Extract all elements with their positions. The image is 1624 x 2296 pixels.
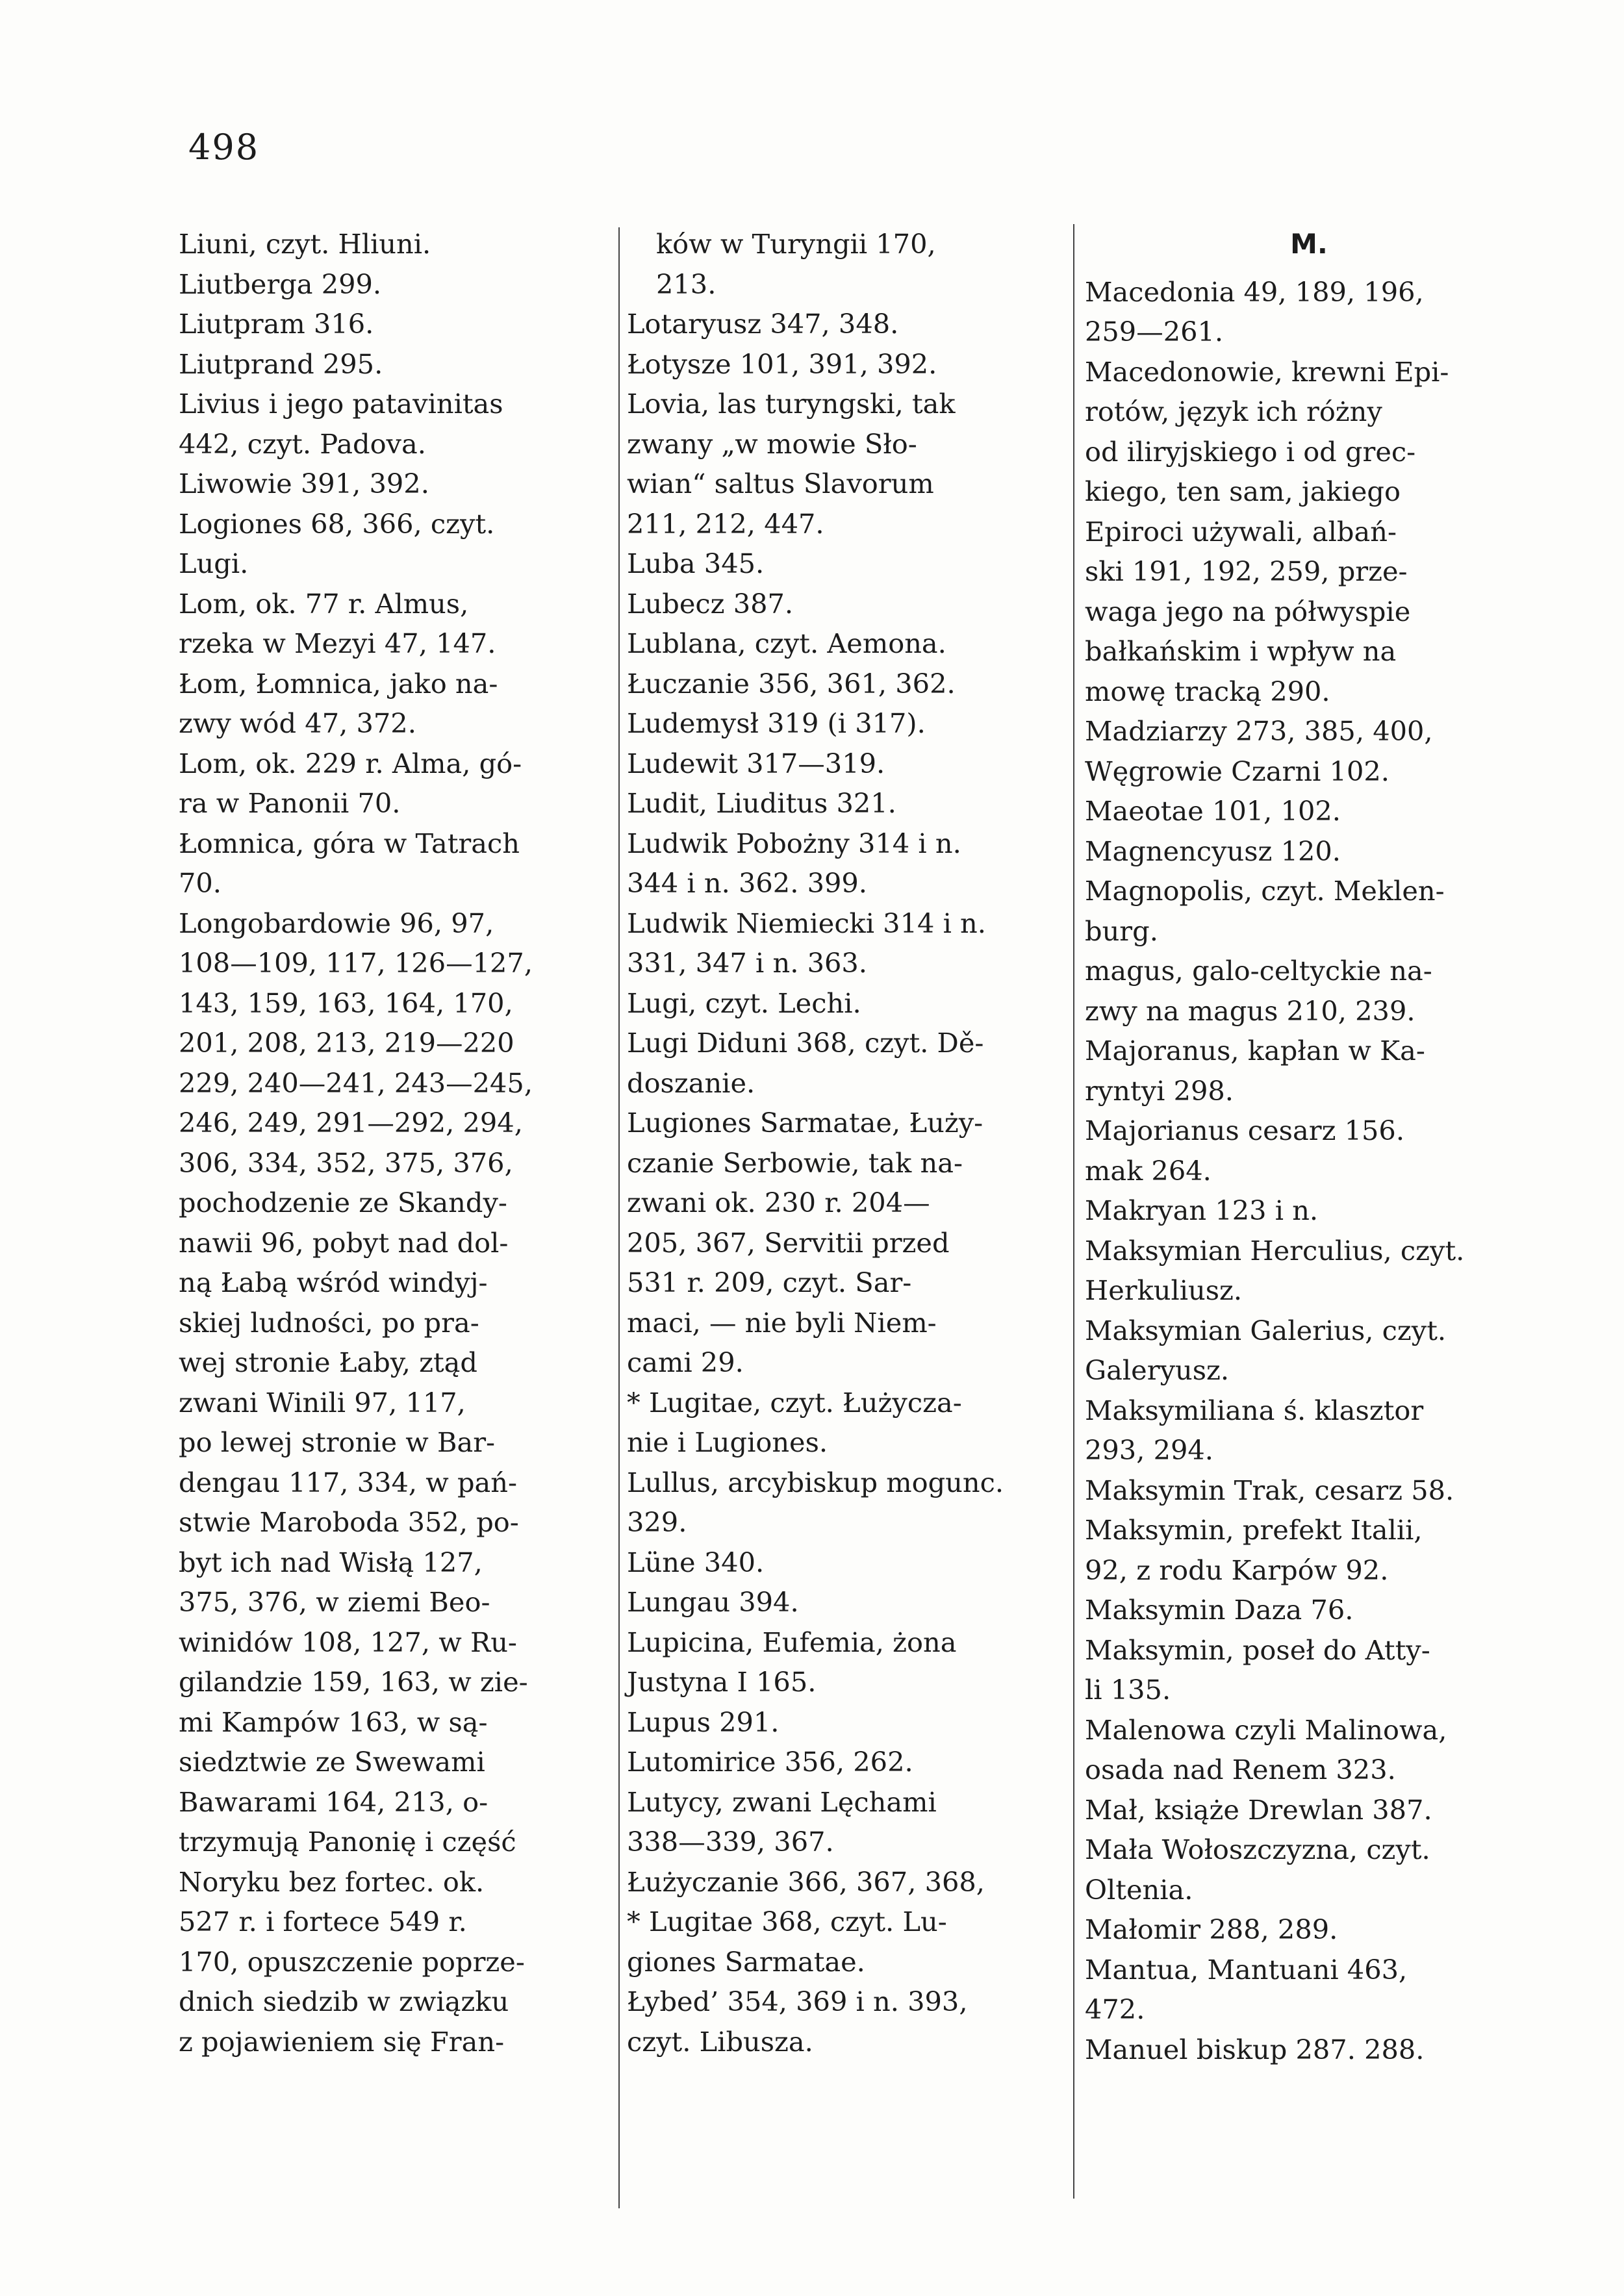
entry-line: skiej ludności, po pra-: [179, 1306, 479, 1339]
entry-line: Epiroci używali, albań-: [1085, 515, 1397, 548]
entry-line: Lovia, las turyngski, tak: [627, 388, 956, 420]
entry-line: 527 r. i fortece 549 r.: [179, 1906, 467, 1937]
index-entry: [627, 1742, 1063, 1782]
entry-line: Lullus, arcybiskup mogunc.: [627, 1466, 1004, 1498]
entry-line: winidów 108, 127, w Ru-: [179, 1626, 517, 1658]
entry-line: siedztwie ze Swewami: [179, 1746, 485, 1778]
index-entry: [627, 344, 1063, 385]
entry-line: ryntyi 298.: [1085, 1074, 1234, 1107]
index-entry: [627, 1982, 1063, 2062]
index-entry: [1085, 1830, 1533, 1910]
entry-line: Maksymin, poseł do Atty-: [1085, 1634, 1430, 1666]
index-entry: [179, 344, 613, 385]
entry-line: Lutomirice 356, 262.: [627, 1746, 913, 1778]
entry-line: giones Sarmatae.: [627, 1945, 865, 1978]
entry-line: kiego, ten sam, jakiego: [1085, 475, 1401, 507]
entry-line: Lublana, czyt. Aemona.: [627, 627, 946, 659]
entry-line: Lupus 291.: [627, 1706, 780, 1738]
entry-line: Majorianus cesarz 156.: [1085, 1115, 1405, 1146]
entry-line: rzeka w Mezyi 47, 147.: [179, 627, 496, 659]
entry-line: 205, 367, Servitii przed: [627, 1226, 950, 1259]
entry-line: Magnencyusz 120.: [1085, 835, 1341, 867]
index-entry: [179, 304, 613, 344]
entry-line: Lungau 394.: [627, 1586, 799, 1618]
entry-line: pochodzenie ze Skandy-: [179, 1187, 507, 1218]
entry-line: 338—339, 367.: [627, 1826, 834, 1858]
entry-line: Noryku bez fortec. ok.: [179, 1865, 485, 1898]
entry-line: wej stronie Łaby, ztąd: [179, 1346, 477, 1378]
entry-line: Maksymian Herculius, czyt.: [1085, 1234, 1465, 1267]
entry-line: 229, 240—241, 243—245,: [179, 1066, 533, 1099]
index-entry: [627, 983, 1063, 1024]
entry-line: Manuel biskup 287. 288.: [1085, 2033, 1425, 2065]
index-entry: [1085, 1910, 1533, 1950]
entry-line: Luba 345.: [627, 548, 765, 579]
entry-line: mi Kampów 163, w są-: [179, 1706, 488, 1738]
entry-line: 531 r. 209, czyt. Sar-: [627, 1267, 912, 1298]
entry-line: Liuni, czyt. Hliuni.: [179, 228, 431, 260]
page-number: 498: [188, 127, 260, 168]
entry-line: Liutberga 299.: [179, 268, 382, 300]
index-entry: [627, 1543, 1063, 1583]
column-divider: [1073, 224, 1074, 2199]
entry-line: bałkańskim i wpływ na: [1085, 635, 1397, 667]
entry-line: Łom, Łomnica, jako na-: [179, 667, 498, 700]
entry-line: 306, 334, 352, 375, 376,: [179, 1146, 513, 1179]
index-entry: [179, 584, 613, 664]
entry-line: Lugi.: [179, 548, 249, 579]
entry-line: Maeotae 101, 102.: [1085, 795, 1341, 827]
entry-line: 329.: [627, 1506, 687, 1538]
entry-line: Ludemysł 319 (i 317).: [627, 707, 926, 739]
entry-line: ną Łabą wśród windyj-: [179, 1267, 488, 1298]
index-entry: [1085, 1470, 1533, 1511]
index-column-3: [1085, 224, 1533, 2069]
entry-line: 375, 376, w ziemi Beo-: [179, 1586, 490, 1618]
entry-line: Maksymin Daza 76.: [1085, 1594, 1354, 1626]
entry-line: Ludit, Liuditus 321.: [627, 787, 896, 819]
entry-line: Macedonia 49, 189, 196,: [1085, 275, 1424, 308]
index-entry: [627, 1702, 1063, 1743]
entry-line: Łuczanie 356, 361, 362.: [627, 667, 956, 700]
index-entry: [1085, 1111, 1533, 1151]
entry-line: 92, z rodu Karpów 92.: [1085, 1554, 1389, 1586]
index-entry: [1085, 951, 1533, 1031]
index-entry: [1085, 711, 1533, 791]
entry-line: nie i Lugiones.: [627, 1426, 828, 1458]
index-entry: [627, 903, 1063, 983]
entry-line: cami 29.: [627, 1346, 744, 1378]
index-entry: [1085, 1710, 1533, 1790]
entry-line: maci, — nie byli Niem-: [627, 1306, 937, 1339]
index-entry: [627, 544, 1063, 584]
index-entry: [1085, 1630, 1533, 1710]
entry-line: Makryan 123 i n.: [1085, 1194, 1319, 1226]
entry-line: Madziarzy 273, 385, 400,: [1085, 715, 1433, 747]
entry-line: nawii 96, pobyt nad dol-: [179, 1226, 509, 1259]
entry-line: Liutpram 316.: [179, 308, 374, 340]
index-entry: [1085, 272, 1533, 352]
entry-line: mak 264.: [1085, 1154, 1212, 1187]
index-entry: [627, 384, 1063, 544]
index-entry: [1085, 1031, 1533, 1111]
entry-line: 246, 249, 291—292, 294,: [179, 1107, 523, 1139]
entry-line: trzymują Panonię i część: [179, 1826, 516, 1858]
index-entry: [627, 1862, 1063, 1982]
entry-line: Maksymiliana ś. klasztor: [1085, 1394, 1424, 1426]
entry-line: gilandzie 159, 163, w zie-: [179, 1666, 528, 1698]
entry-line: Łotysze 101, 391, 392.: [627, 347, 937, 380]
entry-line: Ludwik Pobożny 314 i n.: [627, 827, 961, 859]
index-entry: [627, 624, 1063, 664]
index-entry: [179, 744, 613, 824]
entry-line: Mantua, Mantuani 463,: [1085, 1953, 1408, 1986]
entry-line: Węgrowie Czarni 102.: [1085, 755, 1389, 787]
entry-line: Justyna I 165.: [627, 1666, 817, 1698]
entry-line: Łomnica, góra w Tatrach: [179, 827, 520, 859]
index-entry: [1085, 1151, 1533, 1191]
entry-line: Lugiones Sarmatae, Łuży-: [627, 1107, 983, 1139]
entry-line: Lubecz 387.: [627, 587, 794, 620]
index-entry: [1085, 1790, 1533, 1830]
index-entry: [627, 824, 1063, 903]
entry-line: * Lugitae 368, czyt. Lu-: [627, 1906, 947, 1937]
index-entry: [179, 664, 613, 744]
entry-line: Galeryusz.: [1085, 1354, 1230, 1386]
entry-line: Łużyczanie 366, 367, 368,: [627, 1865, 985, 1898]
entry-line: Lugi, czyt. Lechi.: [627, 987, 861, 1019]
index-entry: [179, 824, 613, 903]
entry-line: Herkuliusz.: [1085, 1274, 1243, 1306]
index-entry: [627, 1782, 1063, 1862]
index-entry: [1085, 2030, 1533, 2070]
entry-line: Logiones 68, 366, czyt.: [179, 507, 495, 540]
entry-line: Ludewit 317—319.: [627, 747, 885, 779]
index-entry: [627, 783, 1063, 824]
entry-line: Magnopolis, czyt. Meklen-: [1085, 875, 1445, 907]
entry-line: 143, 159, 163, 164, 170,: [179, 987, 513, 1019]
index-entry: [627, 664, 1063, 704]
entry-line: 442, czyt. Padova.: [179, 427, 426, 460]
entry-line: Oltenia.: [1085, 1873, 1193, 1906]
section-letter: M.: [1290, 228, 1328, 260]
index-column-2: [627, 224, 1063, 2062]
entry-line: Maksymin, prefekt Italii,: [1085, 1514, 1423, 1546]
index-entry: [179, 464, 613, 504]
index-entry: [1085, 352, 1533, 712]
index-entry: [1085, 1311, 1533, 1391]
index-entry: [1085, 791, 1533, 831]
entry-line: po lewej stronie w Bar-: [179, 1426, 496, 1458]
entry-line: czyt. Libusza.: [627, 2025, 813, 2058]
index-entry: [1085, 1191, 1533, 1231]
entry-line: zwy na magus 210, 239.: [1085, 994, 1415, 1027]
index-entry: [627, 1023, 1063, 1103]
entry-line: Lom, ok. 229 r. Alma, gó-: [179, 747, 522, 779]
entry-line: zwy wód 47, 372.: [179, 707, 416, 739]
entry-line: 331, 347 i n. 363.: [627, 947, 867, 979]
entry-line: Majoranus, kapłan w Ka-: [1085, 1035, 1425, 1066]
entry-line: dengau 117, 334, w pań-: [179, 1466, 518, 1498]
entry-line: 170, opuszczenie poprze-: [179, 1945, 525, 1978]
entry-line: Maksymian Galerius, czyt.: [1085, 1314, 1447, 1346]
entry-line: Lugi Diduni 368, czyt. Dě-: [627, 1027, 984, 1059]
index-entry: [179, 384, 613, 464]
entry-line: * Lugitae, czyt. Łużycza-: [627, 1386, 962, 1419]
index-entry: [627, 1582, 1063, 1622]
index-entry: [179, 224, 613, 264]
index-entry: [627, 304, 1063, 344]
entry-line: 259—261.: [1085, 316, 1224, 347]
entry-line: rotów, język ich różny: [1085, 396, 1382, 427]
entry-line: dnich siedzib w związku: [179, 1986, 509, 2017]
entry-line: 213.: [656, 268, 717, 300]
entry-line: Lutycy, zwani Lęchami: [627, 1785, 937, 1818]
entry-line: Malenowa czyli Malinowa,: [1085, 1713, 1447, 1746]
index-entry: [627, 224, 1063, 304]
entry-line: 70.: [179, 867, 222, 899]
index-column-1: [179, 224, 613, 2062]
entry-line: Macedonowie, krewni Epi-: [1085, 355, 1449, 388]
index-entry: [179, 504, 613, 584]
index-entry: [1085, 871, 1533, 951]
index-entry: [179, 264, 613, 305]
entry-line: byt ich nad Wisłą 127,: [179, 1546, 483, 1578]
entry-line: Ludwik Niemiecki 314 i n.: [627, 907, 986, 939]
entry-line: Maksymin Trak, cesarz 58.: [1085, 1474, 1454, 1506]
entry-line: czanie Serbowie, tak na-: [627, 1146, 963, 1179]
entry-line: Liutprand 295.: [179, 347, 383, 380]
entry-line: Liwowie 391, 392.: [179, 468, 429, 499]
index-entry: [627, 1103, 1063, 1383]
entry-line: od iliryjskiego i od grec-: [1085, 435, 1416, 468]
entry-line: 344 i n. 362. 399.: [627, 867, 867, 899]
index-entry: [1085, 1950, 1533, 2030]
entry-line: zwani Winili 97, 117,: [179, 1386, 466, 1419]
index-entry: [627, 584, 1063, 624]
entry-line: burg.: [1085, 915, 1158, 947]
entry-line: ski 191, 192, 259, prze-: [1085, 555, 1408, 587]
entry-line: Mała Wołoszczyzna, czyt.: [1085, 1834, 1430, 1865]
index-entry: [179, 903, 613, 2062]
index-entry: [627, 1383, 1063, 1463]
entry-line: 472.: [1085, 1993, 1145, 2025]
index-entry: [1085, 1391, 1533, 1470]
entry-line: stwie Maroboda 352, po-: [179, 1506, 519, 1538]
index-entry: [1085, 1590, 1533, 1630]
entry-line: Longobardowie 96, 97,: [179, 907, 494, 939]
entry-line: z pojawieniem się Fran-: [179, 2025, 505, 2058]
index-entry: [627, 1622, 1063, 1702]
entry-line: 201, 208, 213, 219—220: [179, 1027, 514, 1059]
index-entry: [1085, 831, 1533, 872]
entry-line: Łybed’ 354, 369 i n. 393,: [627, 1986, 968, 2017]
entry-line: zwany „w mowie Sło-: [627, 427, 917, 460]
entry-line: zwani ok. 230 r. 204—: [627, 1187, 930, 1218]
index-entry: [627, 703, 1063, 744]
entry-line: Lotaryusz 347, 348.: [627, 308, 899, 340]
entry-line: waga jego na półwyspie: [1085, 595, 1411, 627]
index-entry: [627, 744, 1063, 784]
entry-line: Bawarami 164, 213, o-: [179, 1785, 488, 1818]
entry-line: 108—109, 117, 126—127,: [179, 947, 533, 979]
entry-line: Livius i jego patavinitas: [179, 388, 503, 420]
entry-line: Lupicina, Eufemia, żona: [627, 1626, 957, 1658]
entry-line: mowę tracką 290.: [1085, 675, 1330, 707]
index-entry: [1085, 1510, 1533, 1590]
entry-line: Lüne 340.: [627, 1546, 765, 1578]
index-entry: [1085, 1231, 1533, 1311]
index-entry: [627, 1463, 1063, 1543]
column-divider: [618, 227, 620, 2208]
entry-line: 293, 294.: [1085, 1434, 1213, 1466]
entry-line: Mał, książe Drewlan 387.: [1085, 1793, 1432, 1826]
entry-line: osada nad Renem 323.: [1085, 1754, 1396, 1785]
entry-line: ra w Panonii 70.: [179, 787, 401, 819]
entry-line: ków w Turyngii 170,: [656, 228, 936, 260]
entry-line: doszanie.: [627, 1066, 755, 1099]
entry-line: li 135.: [1085, 1674, 1171, 1706]
entry-line: wian“ saltus Slavorum: [627, 468, 934, 499]
entry-line: Lom, ok. 77 r. Almus,: [179, 587, 469, 620]
entry-line: Małomir 288, 289.: [1085, 1913, 1338, 1945]
entry-line: magus, galo-celtyckie na-: [1085, 955, 1432, 987]
entry-line: 211, 212, 447.: [627, 507, 824, 540]
